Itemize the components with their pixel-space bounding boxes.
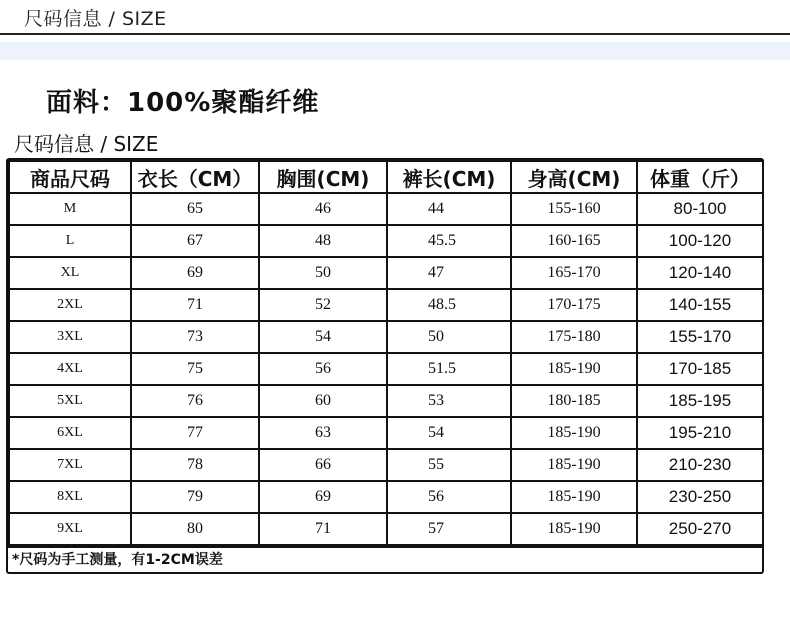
table-cell: 52 <box>259 289 387 321</box>
table-cell: 6XL <box>9 417 131 449</box>
table-cell: 180-185 <box>511 385 637 417</box>
table-cell: 5XL <box>9 385 131 417</box>
table-row <box>9 257 763 289</box>
table-cell: 57 <box>387 513 511 545</box>
table-cell: 50 <box>259 257 387 289</box>
table-row <box>9 353 763 385</box>
table-cell: 73 <box>131 321 259 353</box>
table-cell: 78 <box>131 449 259 481</box>
table-cell: 7XL <box>9 449 131 481</box>
table-cell: 47 <box>387 257 511 289</box>
table-cell: 175-180 <box>511 321 637 353</box>
fabric-composition: 面料：100%聚酯纤维 <box>46 88 320 118</box>
divider-band <box>0 42 790 60</box>
top-header-bar <box>0 0 790 35</box>
table-cell: 230-250 <box>637 481 763 513</box>
table-cell: 45.5 <box>387 225 511 257</box>
table-body <box>9 193 763 545</box>
table-cell: 210-230 <box>637 449 763 481</box>
table-cell: 60 <box>259 385 387 417</box>
table-row <box>9 513 763 545</box>
table-row <box>9 193 763 225</box>
table-cell: 48.5 <box>387 289 511 321</box>
table-cell: 54 <box>259 321 387 353</box>
table-cell: 54 <box>387 417 511 449</box>
table-cell: 65 <box>131 193 259 225</box>
table-cell: 8XL <box>9 481 131 513</box>
table-cell: 55 <box>387 449 511 481</box>
table-cell: 69 <box>259 481 387 513</box>
table-cell: 80-100 <box>637 193 763 225</box>
table-cell: 63 <box>259 417 387 449</box>
table-cell: 79 <box>131 481 259 513</box>
table-row <box>9 225 763 257</box>
table-cell: 44 <box>387 193 511 225</box>
table-cell: M <box>9 193 131 225</box>
table-row <box>9 417 763 449</box>
table-row <box>9 289 763 321</box>
table-cell: 185-190 <box>511 449 637 481</box>
table-cell: 56 <box>259 353 387 385</box>
table-cell: 185-190 <box>511 417 637 449</box>
table-cell: 51.5 <box>387 353 511 385</box>
column-header-size: 商品尺码 <box>9 161 131 193</box>
table-cell: 77 <box>131 417 259 449</box>
table-cell: 53 <box>387 385 511 417</box>
column-header-height: 身高(CM) <box>511 161 637 193</box>
table-cell: 80 <box>131 513 259 545</box>
table-cell: 2XL <box>9 289 131 321</box>
table-cell: 195-210 <box>637 417 763 449</box>
table-cell: 170-175 <box>511 289 637 321</box>
table-row <box>9 449 763 481</box>
table-cell: 185-190 <box>511 513 637 545</box>
table-cell: 160-165 <box>511 225 637 257</box>
table-cell: 76 <box>131 385 259 417</box>
size-info-subtitle: 尺码信息 / SIZE <box>14 132 159 156</box>
table-cell: 71 <box>131 289 259 321</box>
table-cell: 185-195 <box>637 385 763 417</box>
column-header-weight: 体重（斤） <box>637 161 763 193</box>
table-cell: 69 <box>131 257 259 289</box>
table-cell: 50 <box>387 321 511 353</box>
table-row <box>9 481 763 513</box>
size-chart <box>6 158 764 574</box>
measurement-note: *尺码为手工测量，有1-2CM误差 <box>8 546 762 572</box>
table-cell: XL <box>9 257 131 289</box>
table-cell: 75 <box>131 353 259 385</box>
table-cell: 170-185 <box>637 353 763 385</box>
table-cell: 67 <box>131 225 259 257</box>
table-cell: 3XL <box>9 321 131 353</box>
table-cell: 56 <box>387 481 511 513</box>
table-cell: 120-140 <box>637 257 763 289</box>
table-cell: 100-120 <box>637 225 763 257</box>
table-header-row <box>9 161 763 193</box>
table-cell: 140-155 <box>637 289 763 321</box>
table-row <box>9 321 763 353</box>
size-table <box>8 160 764 546</box>
table-cell: L <box>9 225 131 257</box>
table-cell: 185-190 <box>511 353 637 385</box>
column-header-chest: 胸围(CM) <box>259 161 387 193</box>
column-header-pants-length: 裤长(CM) <box>387 161 511 193</box>
table-cell: 9XL <box>9 513 131 545</box>
table-cell: 155-170 <box>637 321 763 353</box>
table-cell: 48 <box>259 225 387 257</box>
table-cell: 66 <box>259 449 387 481</box>
table-cell: 250-270 <box>637 513 763 545</box>
table-cell: 155-160 <box>511 193 637 225</box>
table-row <box>9 385 763 417</box>
table-cell: 71 <box>259 513 387 545</box>
header-title: 尺码信息 / SIZE <box>24 8 167 30</box>
table-cell: 185-190 <box>511 481 637 513</box>
table-cell: 46 <box>259 193 387 225</box>
table-cell: 165-170 <box>511 257 637 289</box>
column-header-length: 衣长（CM） <box>131 161 259 193</box>
table-cell: 4XL <box>9 353 131 385</box>
